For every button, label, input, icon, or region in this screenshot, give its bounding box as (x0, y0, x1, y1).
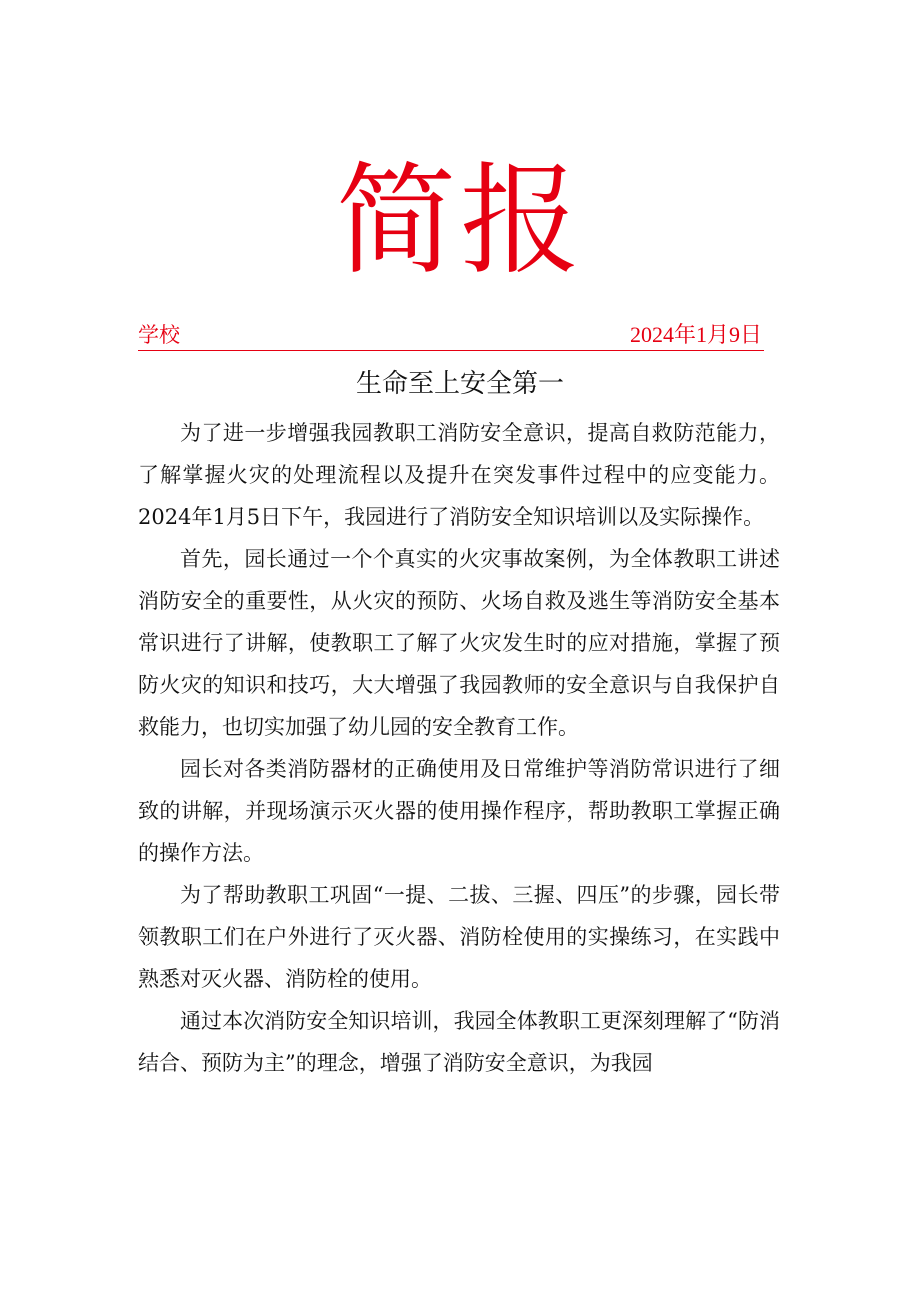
paragraph: 为了帮助教职工巩固“一提、二拔、三握、四压”的步骤，园长带领教职工们在户外进行了灭火器、消防栓使用的实操练习，在实践中熟悉对灭火器、消防栓的使用。 (138, 883, 780, 991)
issue-date: 2024年1月9日 (629, 322, 762, 347)
paragraph: 为了进一步增强我园教职工消防安全意识，提高自救防范能力，了解掌握火灾的处理流程以及提升在突发事件过程中的应变能力。2024年1月5日下午，我园进行了消防安全知识培训以及实际操作。 (138, 421, 780, 529)
school-label: 学校 (138, 323, 180, 347)
masthead-title: 简报 (336, 152, 584, 291)
article-body (138, 412, 780, 1084)
article-title: 生命至上安全第一 (355, 369, 564, 399)
masthead-meta-line (138, 322, 764, 351)
paragraph: 通过本次消防安全知识培训，我园全体教职工更深刻理解了“防消结合、预防为主”的理念，增强了消防安全意识，为我园 (138, 1009, 780, 1075)
paragraph: 园长对各类消防器材的正确使用及日常维护等消防常识进行了细致的讲解，并现场演示灭火器的使用操作程序，帮助教职工掌握正确的操作方法。 (138, 757, 780, 865)
paragraph: 首先，园长通过一个个真实的火灾事故案例，为全体教职工讲述消防安全的重要性，从火灾的预防、火场自救及逃生等消防安全基本常识进行了讲解，使教职工了解了火灾发生时的应对措施，掌握了预防火灾的知识和技巧，大大增强了我园教师的安全意识与自我保护自救能力，也切实加强了幼儿园的安全教育工作。 (138, 547, 780, 739)
